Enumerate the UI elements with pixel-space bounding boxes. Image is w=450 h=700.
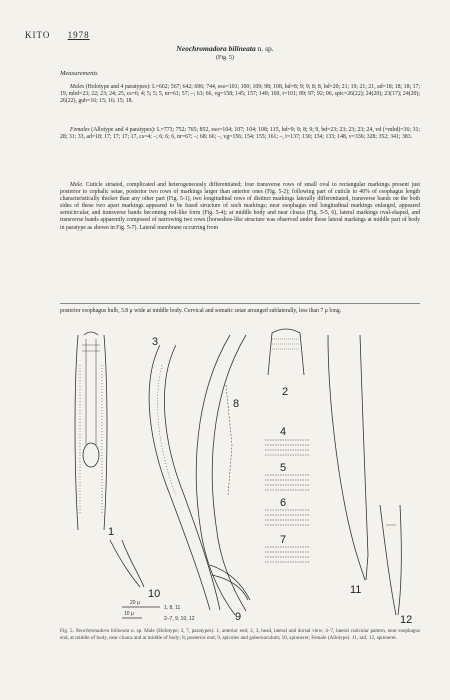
label-9: 9 [235, 611, 242, 623]
label-7: 7 [280, 534, 287, 546]
running-header [25, 30, 90, 40]
caption-prefix: Fig. 5. [60, 628, 74, 634]
scale-20-panels: 1, 8, 11 [164, 605, 181, 611]
panel-1-drawing [75, 332, 107, 530]
female-measurements [60, 127, 420, 141]
scale-10-value: 10 μ [124, 611, 134, 617]
panel-8-drawing [196, 335, 246, 615]
panel-3-drawing [149, 345, 220, 610]
cuticle-patterns [265, 440, 310, 562]
page-divider [60, 303, 420, 304]
females-text: (Allotype and 4 paratypes): L=773; 752; 765; 852, eso=104; 107; 104; 108; 115, hd=9; 9; 8; 9; 9, bd=23; 23; 23; 23; 24, vd (=mbd)=36; 31; 28; 31; 33, ad=18; 17; 17; 17; 17, cs=4; –; 6; 6; 6, nr=67; –; 68; 66; –, vg=156; 154; 155; 161; –, t=137; 130; 134; 133; 148, v=336; 328; 352; 341; 383. [60, 127, 421, 141]
label-5: 5 [280, 462, 287, 474]
scale-20-value: 20 μ [130, 600, 140, 606]
measurements-heading: Measurements [60, 70, 98, 77]
females-lead: Females [70, 127, 90, 133]
species-suffix: n. sp. [257, 44, 274, 53]
journal-name: KITO [25, 30, 51, 40]
figure-reference: (Fig. 5) [216, 55, 234, 61]
label-1: 1 [108, 526, 115, 538]
label-12: 12 [400, 614, 413, 625]
caption-text: n. sp. Male (Holotype; 3, 7, paratypes). 1, anterior end; 2, 3, head, lateral and dorsal view; 4–7, lateral cuticular pattern, near esophagus end, at middle of body, near cloaca and at middle of body; 8, posterior end; 9, spicules and gubernaculum; 10, spinneret; Female (Allotype). 11, tail; 12, spinneret. [60, 628, 421, 641]
scale-10-panels: 2–7, 9, 10, 12 [164, 616, 195, 622]
male-description-text: Cuticle striated, complicated and heterogeneously differentiated; four transverse rows of small oval to rectangular markings present just posterior to cephalic setae, posterior two rows of markings larger than anterior ones (Fig. 5-2); following part of cuticle to 40% of esophagus length characteristically thicker than any other part (Fig. 5-1), two longitudinal rows of distinct markings laterally differentiated, transverse bands on the both sides of these two apart markings appeared to be fused structure of such markings; near esophagus end longitudinal markings enlarged, appeared semicircular, and transverse bands becoming rod-like form (Fig. 5-4); at middle body and near cloaca (Fig. 5-5, 6), lateral markings oval-shaped, and transverse bands apparently composed of narrowing two rows (horseshoe-like structure was observed under these lateral markings at middle part of body in paratype as shown in Fig. 5-7). Lateral membrane occurring from [60, 182, 420, 231]
label-11: 11 [350, 584, 362, 596]
panel-11-drawing [328, 335, 368, 580]
label-2: 2 [282, 386, 289, 398]
label-4: 4 [280, 426, 287, 438]
nematode-drawings [60, 325, 420, 625]
male-lead: Male. [70, 182, 84, 188]
panel-10-drawing [110, 540, 144, 587]
figure-plate [60, 325, 420, 625]
label-3: 3 [152, 336, 159, 348]
male-description [60, 182, 420, 232]
label-6: 6 [280, 497, 287, 509]
species-title [0, 44, 450, 53]
figure-caption [60, 628, 420, 641]
male-measurements [60, 84, 420, 105]
males-lead: Males [70, 84, 85, 90]
species-name: Neochromadora bilineata [176, 44, 256, 53]
label-10: 10 [148, 588, 161, 600]
continuation-text: posterior esophagus bulb, 3.8 μ wide at middle body. Cervical and somatic setae arranged sublaterally, less than 7 μ long. [60, 308, 342, 314]
label-8: 8 [233, 398, 240, 410]
caption-species: Neochromadora bilineata [75, 628, 130, 634]
panel-2-drawing [268, 329, 304, 375]
males-text: (Holotype and 4 paratypes): L=662; 567; 642; 696; 744, eso=101; 100; 109; 98; 108, hd=8; 9; 9; 8; 8, bd=20; 21; 19; 21; 21, ad=18; 18; 18; 17; 19, mbd=23; 22; 23; 24; 25, cs=6; 4; 5; 5; 5, nr=61; 57; –; 63; 66, vg=158; 145; 157; 149; 169, t=101; 89; 97; 92; 96, spic=26(22); 24(20); 23(17); 24(20); 26(22), gub=16; 15; 16; 15; 18. [60, 84, 420, 105]
publication-year: 1978 [67, 30, 90, 40]
panel-12-drawing [380, 505, 401, 615]
